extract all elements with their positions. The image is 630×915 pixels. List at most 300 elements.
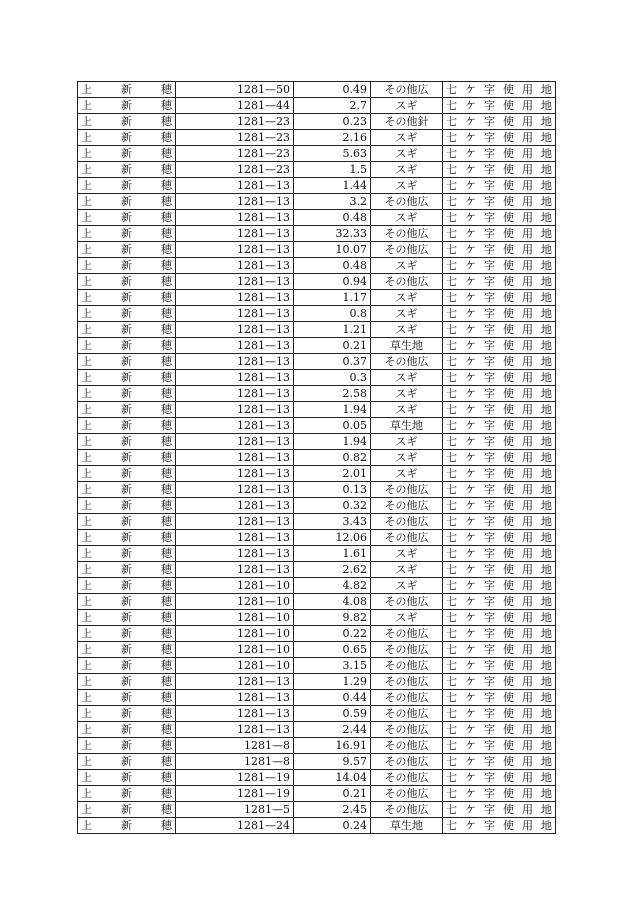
- usage-char: 地: [541, 99, 552, 112]
- cell-usage: [443, 626, 556, 642]
- cell-land-type: その他広: [371, 658, 443, 674]
- usage-char: 七: [446, 403, 457, 416]
- usage-char: 用: [522, 339, 533, 352]
- area-char: 上: [81, 499, 92, 512]
- usage-char: ケ: [465, 339, 476, 352]
- usage-char: 字: [484, 371, 495, 384]
- area-char: 穂: [161, 643, 172, 656]
- usage-char: 七: [446, 227, 457, 240]
- area-char: 新: [121, 563, 132, 576]
- usage-char: ケ: [465, 147, 476, 160]
- cell-area-size: 1.5: [294, 162, 371, 178]
- cell-lot-number: 1281—13: [176, 466, 294, 482]
- cell-area: [78, 290, 176, 306]
- cell-lot-number: 1281—13: [176, 226, 294, 242]
- area-char: 上: [81, 355, 92, 368]
- cell-area: [78, 418, 176, 434]
- cell-land-type: その他広: [371, 706, 443, 722]
- usage-char: 七: [446, 787, 457, 800]
- area-char: 穂: [161, 387, 172, 400]
- cell-land-type: その他針: [371, 114, 443, 130]
- usage-char: 用: [522, 99, 533, 112]
- area-char: 穂: [161, 531, 172, 544]
- usage-char: ケ: [465, 435, 476, 448]
- usage-char: 使: [503, 259, 514, 272]
- cell-land-type: 草生地: [371, 338, 443, 354]
- area-char: 上: [81, 467, 92, 480]
- usage-char: 字: [484, 691, 495, 704]
- usage-char: 用: [522, 659, 533, 672]
- usage-char: 使: [503, 819, 514, 832]
- usage-char: 七: [446, 355, 457, 368]
- area-char: 上: [81, 755, 92, 768]
- usage-char: 七: [446, 563, 457, 576]
- cell-usage: [443, 562, 556, 578]
- cell-area-size: 16.91: [294, 738, 371, 754]
- area-char: 新: [121, 435, 132, 448]
- area-char: 新: [121, 531, 132, 544]
- usage-char: ケ: [465, 259, 476, 272]
- usage-char: 地: [541, 467, 552, 480]
- usage-char: ケ: [465, 755, 476, 768]
- cell-usage: [443, 162, 556, 178]
- table-row: [78, 722, 556, 738]
- usage-char: 使: [503, 323, 514, 336]
- cell-lot-number: 1281—13: [176, 242, 294, 258]
- cell-lot-number: 1281—10: [176, 642, 294, 658]
- usage-char: 使: [503, 547, 514, 560]
- cell-land-type: その他広: [371, 242, 443, 258]
- usage-char: 七: [446, 131, 457, 144]
- usage-char: 使: [503, 643, 514, 656]
- usage-char: 用: [522, 115, 533, 128]
- cell-lot-number: 1281—13: [176, 354, 294, 370]
- cell-area-size: 9.57: [294, 754, 371, 770]
- area-char: 上: [81, 307, 92, 320]
- area-char: 穂: [161, 515, 172, 528]
- land-ledger-table: [77, 81, 556, 834]
- usage-char: 字: [484, 211, 495, 224]
- area-char: 上: [81, 611, 92, 624]
- cell-land-type: その他広: [371, 354, 443, 370]
- cell-usage: [443, 578, 556, 594]
- usage-char: ケ: [465, 403, 476, 416]
- usage-char: 使: [503, 659, 514, 672]
- area-char: 新: [121, 83, 132, 96]
- usage-char: 使: [503, 339, 514, 352]
- area-char: 穂: [161, 115, 172, 128]
- usage-char: 用: [522, 307, 533, 320]
- area-char: 上: [81, 163, 92, 176]
- usage-char: 使: [503, 771, 514, 784]
- usage-char: 地: [541, 483, 552, 496]
- cell-usage: [443, 690, 556, 706]
- usage-char: 使: [503, 291, 514, 304]
- area-char: 上: [81, 723, 92, 736]
- usage-char: 使: [503, 147, 514, 160]
- usage-char: 字: [484, 99, 495, 112]
- cell-area: [78, 242, 176, 258]
- usage-char: 七: [446, 323, 457, 336]
- cell-usage: [443, 674, 556, 690]
- usage-char: 七: [446, 483, 457, 496]
- cell-lot-number: 1281—23: [176, 146, 294, 162]
- usage-char: 七: [446, 243, 457, 256]
- table-row: [78, 642, 556, 658]
- usage-char: 使: [503, 307, 514, 320]
- cell-lot-number: 1281—13: [176, 450, 294, 466]
- cell-land-type: その他広: [371, 690, 443, 706]
- cell-usage: [443, 258, 556, 274]
- usage-char: 使: [503, 675, 514, 688]
- area-char: 上: [81, 627, 92, 640]
- cell-usage: [443, 498, 556, 514]
- area-char: 上: [81, 243, 92, 256]
- usage-char: ケ: [465, 307, 476, 320]
- usage-char: 七: [446, 723, 457, 736]
- area-char: 新: [121, 819, 132, 832]
- cell-land-type: スギ: [371, 578, 443, 594]
- usage-char: 用: [522, 355, 533, 368]
- usage-char: 使: [503, 579, 514, 592]
- cell-lot-number: 1281—23: [176, 114, 294, 130]
- usage-char: 字: [484, 387, 495, 400]
- cell-land-type: スギ: [371, 306, 443, 322]
- usage-char: 使: [503, 627, 514, 640]
- table-row: [78, 338, 556, 354]
- cell-lot-number: 1281—13: [176, 514, 294, 530]
- usage-char: 七: [446, 499, 457, 512]
- area-char: 新: [121, 771, 132, 784]
- area-char: 新: [121, 467, 132, 480]
- usage-char: 地: [541, 435, 552, 448]
- usage-char: ケ: [465, 595, 476, 608]
- cell-land-type: スギ: [371, 402, 443, 418]
- cell-area: [78, 386, 176, 402]
- cell-usage: [443, 706, 556, 722]
- cell-usage: [443, 402, 556, 418]
- cell-usage: [443, 338, 556, 354]
- usage-char: 七: [446, 755, 457, 768]
- usage-char: 用: [522, 403, 533, 416]
- usage-char: ケ: [465, 547, 476, 560]
- cell-area-size: 0.32: [294, 498, 371, 514]
- area-char: 新: [121, 179, 132, 192]
- usage-char: 使: [503, 99, 514, 112]
- cell-area: [78, 322, 176, 338]
- cell-area: [78, 578, 176, 594]
- cell-area-size: 0.94: [294, 274, 371, 290]
- usage-char: 用: [522, 435, 533, 448]
- usage-char: 七: [446, 595, 457, 608]
- cell-lot-number: 1281—13: [176, 418, 294, 434]
- usage-char: 字: [484, 787, 495, 800]
- usage-char: 七: [446, 179, 457, 192]
- area-char: 穂: [161, 211, 172, 224]
- usage-char: 地: [541, 259, 552, 272]
- cell-area: [78, 562, 176, 578]
- cell-area: [78, 162, 176, 178]
- area-char: 新: [121, 371, 132, 384]
- cell-lot-number: 1281—19: [176, 770, 294, 786]
- area-char: 穂: [161, 195, 172, 208]
- usage-char: 地: [541, 819, 552, 832]
- cell-area-size: 32.33: [294, 226, 371, 242]
- usage-char: 七: [446, 371, 457, 384]
- usage-char: 七: [446, 115, 457, 128]
- cell-land-type: その他広: [371, 482, 443, 498]
- cell-usage: [443, 322, 556, 338]
- area-char: 新: [121, 323, 132, 336]
- area-char: 穂: [161, 803, 172, 816]
- usage-char: 地: [541, 307, 552, 320]
- table-row: [78, 466, 556, 482]
- cell-land-type: その他広: [371, 754, 443, 770]
- area-char: 上: [81, 515, 92, 528]
- cell-usage: [443, 274, 556, 290]
- usage-char: 使: [503, 403, 514, 416]
- table-row: [78, 402, 556, 418]
- table-row: [78, 770, 556, 786]
- usage-char: 字: [484, 467, 495, 480]
- area-char: 穂: [161, 291, 172, 304]
- area-char: 穂: [161, 259, 172, 272]
- usage-char: ケ: [465, 179, 476, 192]
- usage-char: 字: [484, 515, 495, 528]
- area-char: 穂: [161, 99, 172, 112]
- area-char: 上: [81, 675, 92, 688]
- cell-area-size: 0.21: [294, 786, 371, 802]
- table-row: [78, 690, 556, 706]
- cell-area-size: 0.3: [294, 370, 371, 386]
- usage-char: 使: [503, 83, 514, 96]
- area-char: 上: [81, 131, 92, 144]
- usage-char: 地: [541, 659, 552, 672]
- area-char: 上: [81, 419, 92, 432]
- cell-usage: [443, 114, 556, 130]
- area-char: 新: [121, 595, 132, 608]
- table-row: [78, 98, 556, 114]
- area-char: 穂: [161, 691, 172, 704]
- usage-char: 用: [522, 563, 533, 576]
- usage-char: ケ: [465, 643, 476, 656]
- usage-char: 地: [541, 371, 552, 384]
- cell-area-size: 14.04: [294, 770, 371, 786]
- cell-area-size: 5.63: [294, 146, 371, 162]
- usage-char: 字: [484, 419, 495, 432]
- cell-area-size: 12.06: [294, 530, 371, 546]
- area-char: 新: [121, 115, 132, 128]
- cell-lot-number: 1281—13: [176, 386, 294, 402]
- usage-char: 地: [541, 627, 552, 640]
- cell-lot-number: 1281—13: [176, 322, 294, 338]
- cell-usage: [443, 434, 556, 450]
- ledger-body: [78, 82, 556, 834]
- usage-char: 用: [522, 467, 533, 480]
- area-char: 新: [121, 211, 132, 224]
- cell-usage: [443, 818, 556, 834]
- usage-char: 用: [522, 211, 533, 224]
- usage-char: ケ: [465, 355, 476, 368]
- cell-area: [78, 226, 176, 242]
- usage-char: 使: [503, 371, 514, 384]
- usage-char: 地: [541, 419, 552, 432]
- area-char: 上: [81, 643, 92, 656]
- usage-char: 字: [484, 163, 495, 176]
- cell-land-type: スギ: [371, 98, 443, 114]
- usage-char: 七: [446, 803, 457, 816]
- usage-char: 地: [541, 211, 552, 224]
- usage-char: 七: [446, 259, 457, 272]
- area-char: 上: [81, 115, 92, 128]
- cell-usage: [443, 610, 556, 626]
- area-char: 上: [81, 659, 92, 672]
- cell-lot-number: 1281—13: [176, 674, 294, 690]
- cell-land-type: スギ: [371, 130, 443, 146]
- area-char: 新: [121, 643, 132, 656]
- cell-area: [78, 706, 176, 722]
- cell-area-size: 1.17: [294, 290, 371, 306]
- area-char: 上: [81, 371, 92, 384]
- area-char: 穂: [161, 451, 172, 464]
- cell-area: [78, 114, 176, 130]
- usage-char: 七: [446, 659, 457, 672]
- area-char: 新: [121, 227, 132, 240]
- usage-char: 使: [503, 803, 514, 816]
- cell-area-size: 9.82: [294, 610, 371, 626]
- usage-char: 七: [446, 451, 457, 464]
- usage-char: 地: [541, 531, 552, 544]
- table-row: [78, 146, 556, 162]
- cell-area: [78, 370, 176, 386]
- usage-char: 七: [446, 579, 457, 592]
- cell-lot-number: 1281—10: [176, 626, 294, 642]
- area-char: 上: [81, 211, 92, 224]
- usage-char: ケ: [465, 723, 476, 736]
- area-char: 新: [121, 339, 132, 352]
- table-row: [78, 594, 556, 610]
- usage-char: 地: [541, 675, 552, 688]
- area-char: 上: [81, 451, 92, 464]
- cell-lot-number: 1281—23: [176, 162, 294, 178]
- cell-land-type: その他広: [371, 674, 443, 690]
- usage-char: ケ: [465, 499, 476, 512]
- area-char: 新: [121, 99, 132, 112]
- usage-char: 用: [522, 803, 533, 816]
- usage-char: 用: [522, 787, 533, 800]
- usage-char: 字: [484, 803, 495, 816]
- area-char: 穂: [161, 147, 172, 160]
- area-char: 穂: [161, 275, 172, 288]
- area-char: 新: [121, 755, 132, 768]
- area-char: 上: [81, 179, 92, 192]
- cell-usage: [443, 130, 556, 146]
- table-row: [78, 562, 556, 578]
- area-char: 上: [81, 707, 92, 720]
- cell-area-size: 2.44: [294, 722, 371, 738]
- cell-usage: [443, 178, 556, 194]
- usage-char: 用: [522, 755, 533, 768]
- usage-char: 字: [484, 259, 495, 272]
- area-char: 上: [81, 563, 92, 576]
- cell-lot-number: 1281—13: [176, 258, 294, 274]
- usage-char: 使: [503, 707, 514, 720]
- usage-char: 地: [541, 403, 552, 416]
- cell-area: [78, 802, 176, 818]
- usage-char: ケ: [465, 627, 476, 640]
- usage-char: 用: [522, 291, 533, 304]
- cell-lot-number: 1281—8: [176, 754, 294, 770]
- cell-area: [78, 754, 176, 770]
- usage-char: 七: [446, 291, 457, 304]
- area-char: 穂: [161, 419, 172, 432]
- table-row: [78, 674, 556, 690]
- cell-area: [78, 450, 176, 466]
- usage-char: 用: [522, 323, 533, 336]
- usage-char: 字: [484, 595, 495, 608]
- cell-lot-number: 1281—13: [176, 562, 294, 578]
- cell-land-type: その他広: [371, 738, 443, 754]
- usage-char: 用: [522, 723, 533, 736]
- area-char: 穂: [161, 739, 172, 752]
- usage-char: ケ: [465, 803, 476, 816]
- usage-char: ケ: [465, 659, 476, 672]
- usage-char: 七: [446, 211, 457, 224]
- usage-char: 地: [541, 643, 552, 656]
- area-char: 上: [81, 771, 92, 784]
- cell-usage: [443, 770, 556, 786]
- area-char: 上: [81, 403, 92, 416]
- usage-char: 七: [446, 163, 457, 176]
- cell-area-size: 10.07: [294, 242, 371, 258]
- table-row: [78, 626, 556, 642]
- table-row: [78, 226, 556, 242]
- area-char: 穂: [161, 675, 172, 688]
- table-row: [78, 418, 556, 434]
- cell-area-size: 1.94: [294, 402, 371, 418]
- usage-char: ケ: [465, 115, 476, 128]
- usage-char: 七: [446, 339, 457, 352]
- area-char: 上: [81, 195, 92, 208]
- usage-char: ケ: [465, 83, 476, 96]
- usage-char: 字: [484, 451, 495, 464]
- usage-char: ケ: [465, 531, 476, 544]
- usage-char: ケ: [465, 99, 476, 112]
- area-char: 穂: [161, 323, 172, 336]
- usage-char: 字: [484, 579, 495, 592]
- usage-char: 字: [484, 291, 495, 304]
- cell-area-size: 0.65: [294, 642, 371, 658]
- cell-lot-number: 1281—13: [176, 370, 294, 386]
- area-char: 新: [121, 723, 132, 736]
- cell-area: [78, 194, 176, 210]
- usage-char: 使: [503, 467, 514, 480]
- cell-area: [78, 690, 176, 706]
- usage-char: 字: [484, 115, 495, 128]
- area-char: 穂: [161, 467, 172, 480]
- table-row: [78, 258, 556, 274]
- usage-char: 地: [541, 243, 552, 256]
- usage-char: 地: [541, 179, 552, 192]
- cell-area-size: 0.49: [294, 82, 371, 98]
- cell-area-size: 0.82: [294, 450, 371, 466]
- cell-lot-number: 1281—13: [176, 530, 294, 546]
- usage-char: 字: [484, 627, 495, 640]
- usage-char: 用: [522, 499, 533, 512]
- usage-char: 字: [484, 483, 495, 496]
- usage-char: 用: [522, 515, 533, 528]
- usage-char: 使: [503, 595, 514, 608]
